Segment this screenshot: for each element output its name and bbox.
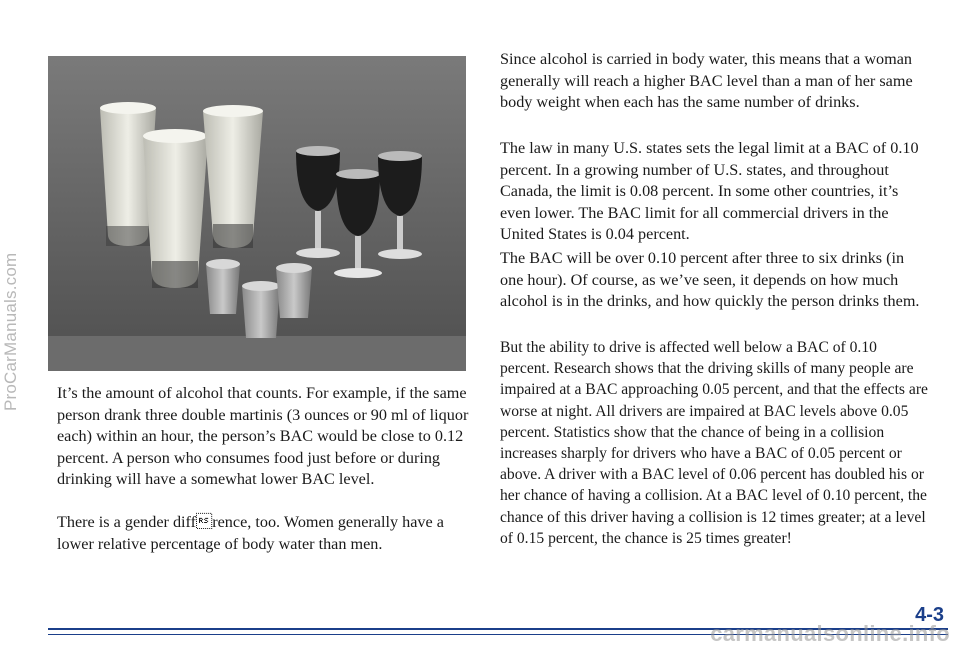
bottom-watermark: carmanualsonline.info <box>710 621 950 646</box>
right-paragraph-2: The law in many U.S. states sets the legal limit at a BAC of 0.10 percent. In a growing number of U.S. states, and throughout Canada, the limit is 0.08 percent. In some other countries, it’s even lower. The BAC limit for all commercial drivers in the United States is 0.04 percent. <box>500 139 919 243</box>
left-paragraph-2: There is a gender diff rence, too. Women generally have a lower relative percentage of body water than men. <box>57 513 444 553</box>
right-paragraph-3: The BAC will be over 0.10 percent after three to six drinks (in one hour). Of course, as we’ve seen, it depends on how much alcohol is in the drinks, and how quickly the person drinks them. <box>500 249 920 310</box>
side-watermark: ProCarManuals.com <box>1 252 20 411</box>
right-paragraph-1: Since alcohol is carried in body water, this means that a woman generally will reach a higher BAC level than a man of her same body weight when each has the same number of drinks. <box>500 50 913 111</box>
shot-glass-1 <box>206 259 240 314</box>
page-number: 4-3 <box>909 604 944 627</box>
drinks-photo <box>48 56 466 371</box>
drinks-illustration <box>48 56 466 371</box>
shot-glass-2 <box>242 281 280 338</box>
right-paragraph-4: But the ability to drive is affected well below a BAC of 0.10 percent. Research shows that the driving skills of many people are impaired at a BAC approaching 0.05 percent, and that the effects are worse at night. All drivers are impaired at BAC levels above 0.05 percent. Statistics show that the chance of being in a collision increases sharply for drivers who have a BAC of 0.05 percent or above. A driver with a BAC level of 0.06 percent has doubled his or her chance of having a collision. At a BAC level of 0.10 percent, the chance of this driver having a collision is 12 times greater; at a level of 0.15 percent, the chance is 25 times greater! <box>500 339 928 547</box>
shot-glass-3 <box>276 263 312 318</box>
beer-glass-center <box>143 129 208 288</box>
left-paragraph-1: It’s the amount of alcohol that counts. For example, if the same person drank three double martinis (3 ounces or 90 ml of liquor each) within an hour, the person’s BAC would be close to 0.12 percent. A person who consumes food just before or during drinking will have a somewhat lower BAC level. <box>57 384 469 488</box>
